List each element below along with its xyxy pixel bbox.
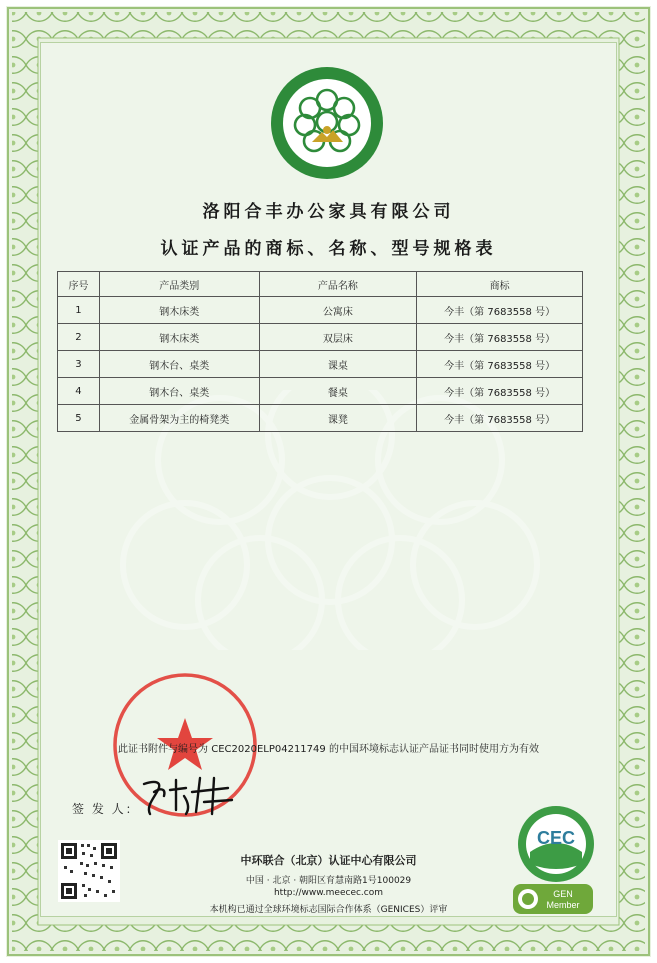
cell-no: 2 bbox=[58, 324, 100, 351]
cell-trademark: 今丰（第 7683558 号） bbox=[417, 351, 583, 378]
cell-category: 钢木台、桌类 bbox=[99, 351, 259, 378]
cell-product-name: 双层床 bbox=[259, 324, 417, 351]
header-product-name: 产品名称 bbox=[259, 272, 417, 297]
cell-product-name: 公寓床 bbox=[259, 297, 417, 324]
product-table bbox=[57, 271, 583, 432]
china-environmental-labelling-emblem bbox=[266, 64, 388, 182]
table-row bbox=[58, 405, 583, 432]
issuer-url[interactable]: http://www.meecec.com bbox=[273, 888, 384, 898]
svg-text:Member: Member bbox=[546, 900, 580, 910]
svg-text:CEC: CEC bbox=[536, 828, 576, 848]
issuer-name: 中环联合（北京）认证中心有限公司 bbox=[240, 854, 417, 867]
table-row bbox=[58, 351, 583, 378]
cell-trademark: 今丰（第 7683558 号） bbox=[417, 297, 583, 324]
table-row bbox=[58, 324, 583, 351]
cell-product-name: 餐桌 bbox=[259, 378, 417, 405]
table-row bbox=[58, 297, 583, 324]
svg-text:GEN: GEN bbox=[553, 889, 573, 899]
cec-logo bbox=[514, 804, 598, 884]
cell-trademark: 今丰（第 7683558 号） bbox=[417, 405, 583, 432]
signer-label: 签 发 人： bbox=[72, 802, 140, 816]
cell-trademark: 今丰（第 7683558 号） bbox=[417, 378, 583, 405]
gen-member-logo bbox=[513, 884, 593, 914]
cell-no: 3 bbox=[58, 351, 100, 378]
header-trademark: 商标 bbox=[417, 272, 583, 297]
table-header-row bbox=[58, 272, 583, 297]
cell-no: 5 bbox=[58, 405, 100, 432]
cell-no: 4 bbox=[58, 378, 100, 405]
cell-trademark: 今丰（第 7683558 号） bbox=[417, 324, 583, 351]
cell-no: 1 bbox=[58, 297, 100, 324]
handwritten-signature bbox=[136, 770, 246, 820]
cell-category: 钢木床类 bbox=[99, 324, 259, 351]
header-no: 序号 bbox=[58, 272, 100, 297]
cell-product-name: 课桌 bbox=[259, 351, 417, 378]
company-name: 洛阳合丰办公家具有限公司 bbox=[202, 202, 455, 222]
cell-category: 钢木台、桌类 bbox=[99, 378, 259, 405]
issuer-accreditation-note: 本机构已通过全球环境标志国际合作体系（GENICES）评审 bbox=[209, 905, 448, 915]
certificate-subtitle: 认证产品的商标、名称、型号规格表 bbox=[160, 239, 497, 259]
validity-statement: 此证书附件与编号为 CEC2020ELP04211749 的中国环境标志认证产品证书同时使用方为有效 bbox=[118, 744, 539, 755]
issuer-address: 中国 · 北京 · 朝阳区育慧南路1号100029 bbox=[245, 876, 412, 886]
cell-category: 钢木床类 bbox=[99, 297, 259, 324]
cell-product-name: 课凳 bbox=[259, 405, 417, 432]
table-row bbox=[58, 378, 583, 405]
header-category: 产品类别 bbox=[99, 272, 259, 297]
cell-category: 金属骨架为主的椅凳类 bbox=[99, 405, 259, 432]
